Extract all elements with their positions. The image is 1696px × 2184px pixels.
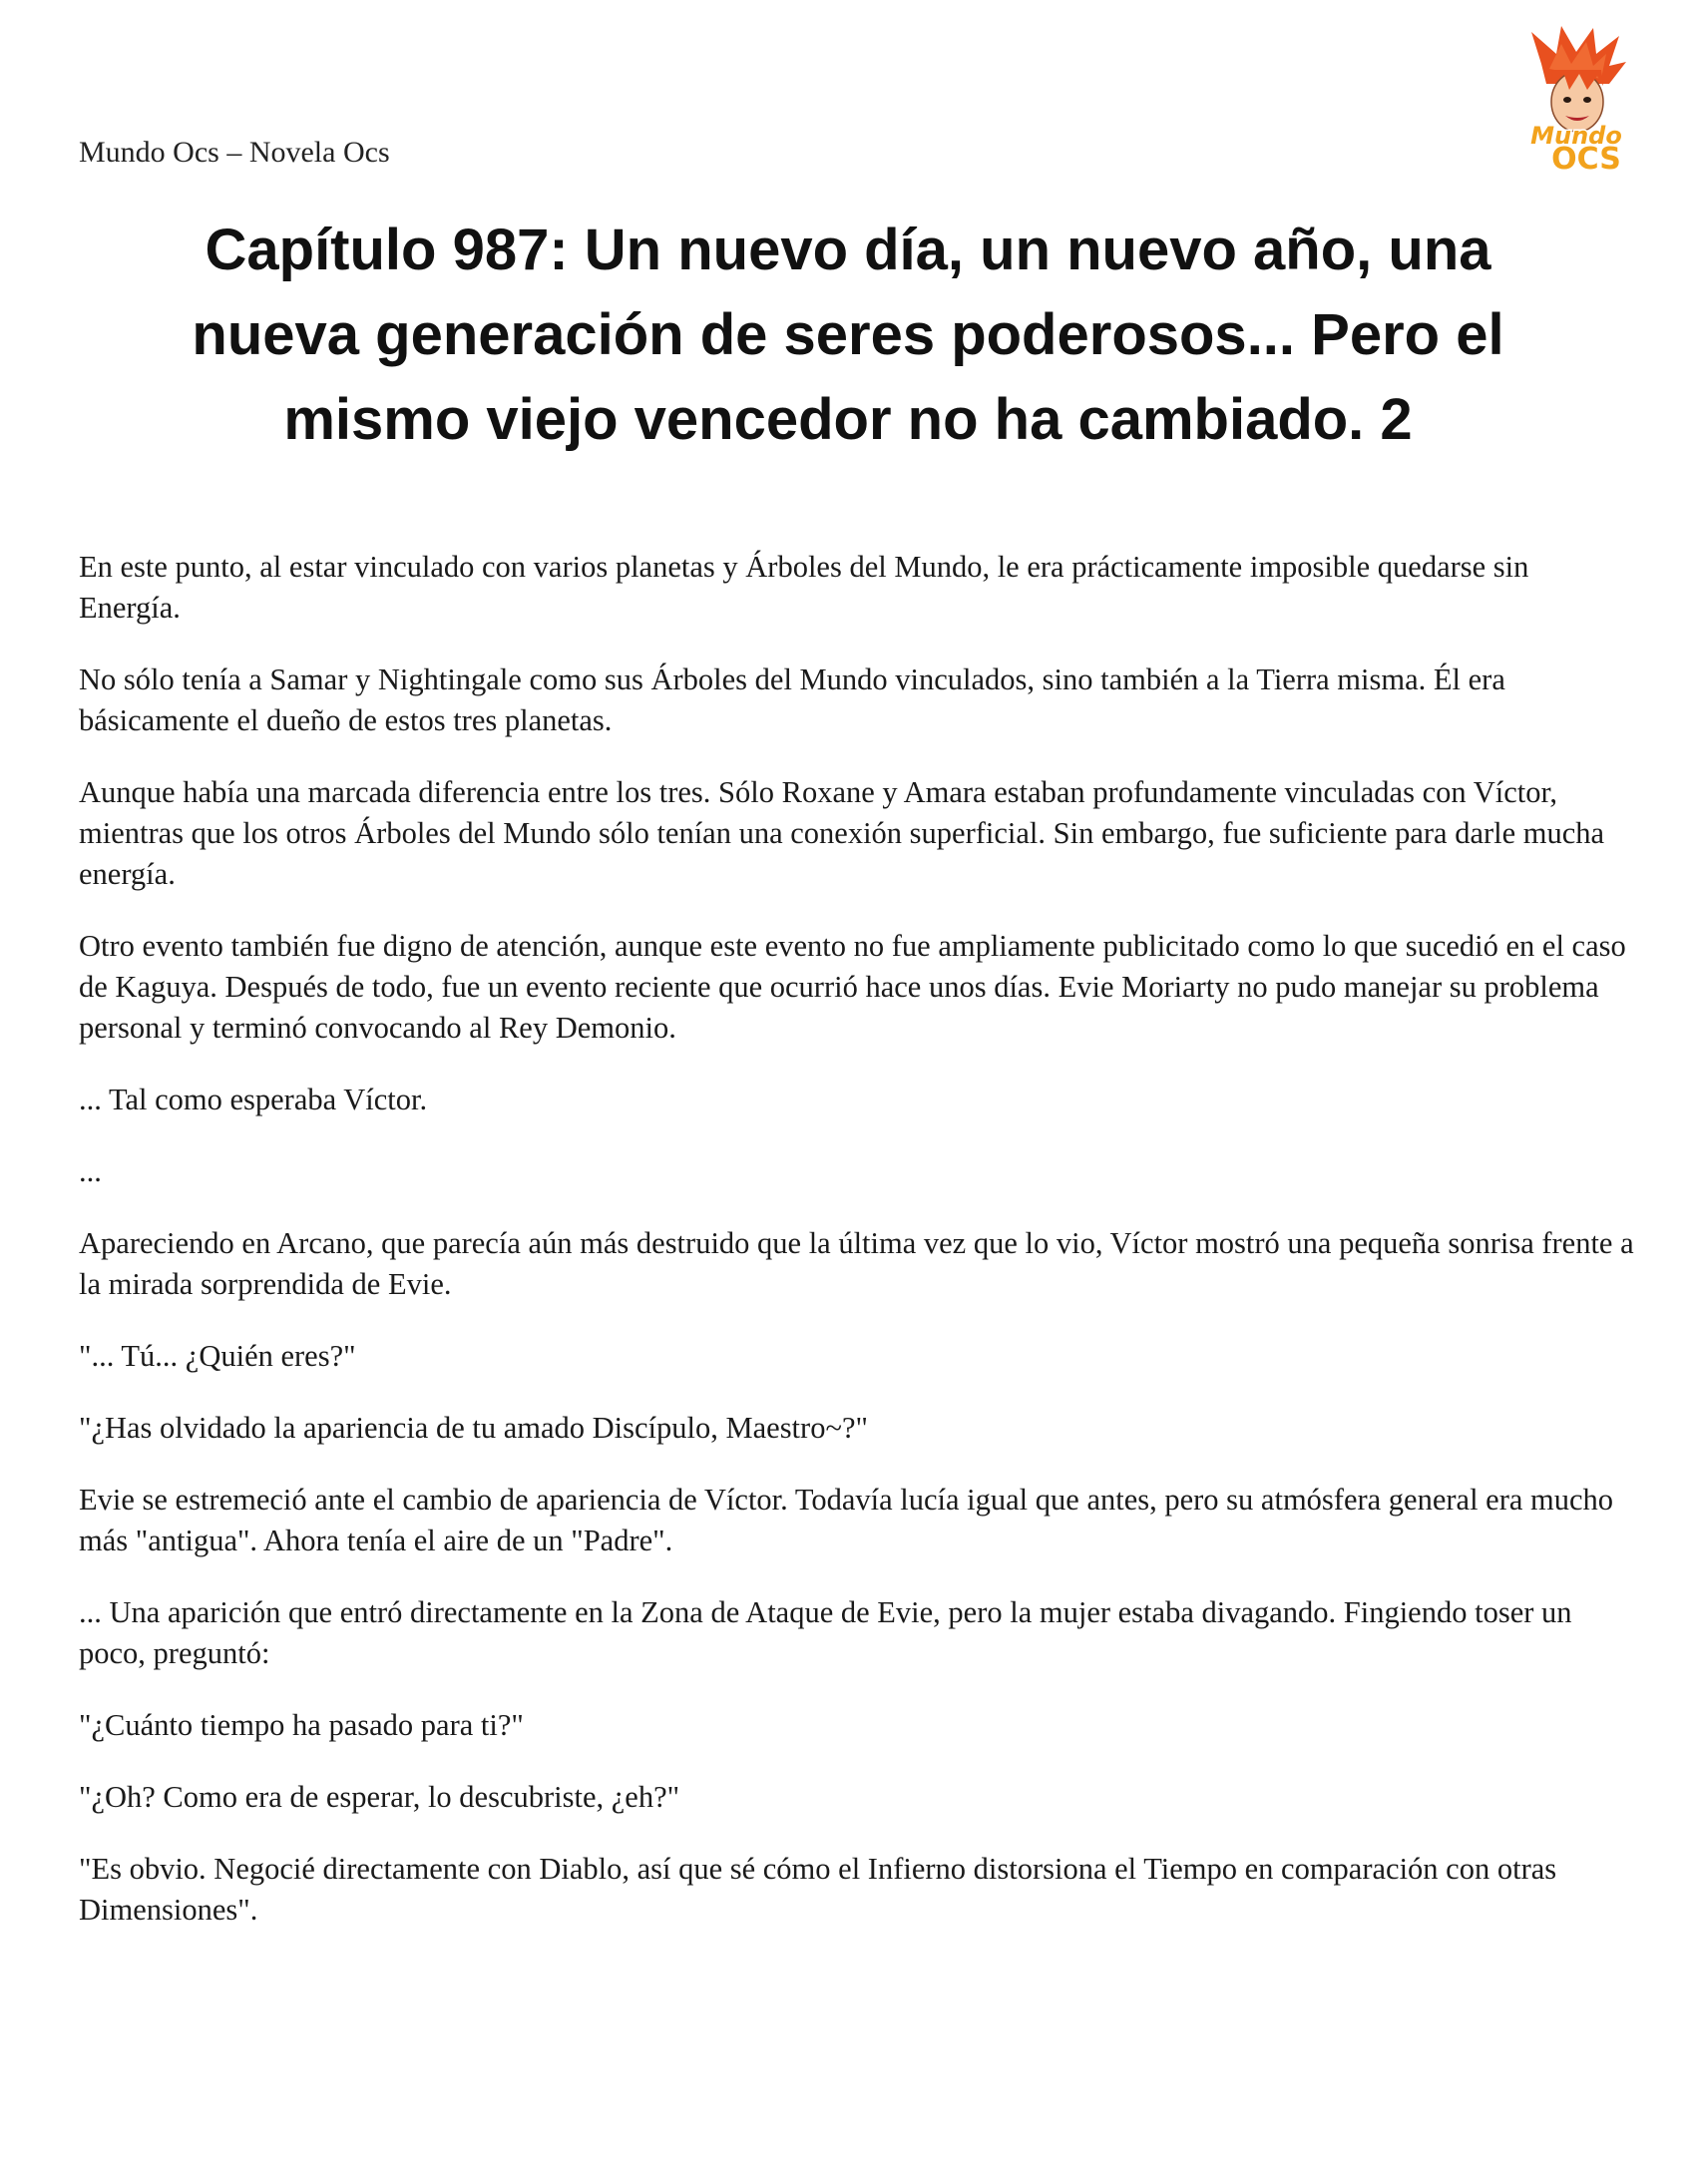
paragraph: ... Tal como esperaba Víctor. [79, 1083, 428, 1116]
chapter-title-line-2: nueva generación de seres poderosos... Pero el [192, 302, 1504, 367]
paragraph: "¿Oh? Como era de esperar, lo descubriste, ¿eh?" [79, 1780, 680, 1814]
paragraph: ... [79, 1154, 102, 1188]
site-header-label: Mundo Ocs – Novela Ocs [79, 136, 390, 169]
mundo-ocs-logo [1501, 24, 1651, 174]
paragraph: "Es obvio. Negocié directamente con Diablo, así que sé cómo el Infierno distorsiona el Tiempo en comparación con otras Dimensiones". [79, 1852, 1557, 1927]
paragraph: No sólo tenía a Samar y Nightingale como sus Árboles del Mundo vinculados, sino también a la Tierra misma. Él era básicamente el dueño de estos tres planetas. [79, 662, 1505, 737]
paragraph: Otro evento también fue digno de atención, aunque este evento no fue ampliamente publicitado como lo que sucedió en el caso de Kaguya. Después de todo, fue un evento reciente que ocurrió hace unos días. Evie Moriarty no pudo manejar su problema personal y terminó convocando al Rey Demonio. [79, 929, 1626, 1045]
paragraph: "¿Cuánto tiempo ha pasado para ti?" [79, 1708, 524, 1742]
paragraph: Aunque había una marcada diferencia entre los tres. Sólo Roxane y Amara estaban profundamente vinculadas con Víctor, mientras que los otros Árboles del Mundo sólo tenían una conexión superficial. Sin embargo, fue suficiente para darle mucha energía. [79, 775, 1605, 891]
paragraph: En este punto, al estar vinculado con varios planetas y Árboles del Mundo, le era prácticamente imposible quedarse sin Energía. [79, 550, 1529, 625]
chapter-body [79, 547, 1635, 1962]
paragraph: Apareciendo en Arcano, que parecía aún más destruido que la última vez que lo vio, Víctor mostró una pequeña sonrisa frente a la mirada sorprendida de Evie. [79, 1226, 1634, 1301]
chapter-title-line-3: mismo viejo vencedor no ha cambiado. 2 [283, 387, 1413, 452]
logo-wordmark [1530, 122, 1622, 174]
chapter-title [110, 208, 1586, 462]
logo-text-top: Mundo [1530, 122, 1622, 150]
paragraph: Evie se estremeció ante el cambio de apariencia de Víctor. Todavía lucía igual que antes, pero su atmósfera general era mucho más "antigua". Ahora tenía el aire de un "Padre". [79, 1483, 1614, 1557]
paragraph: "¿Has olvidado la apariencia de tu amado Discípulo, Maestro~?" [79, 1411, 868, 1445]
chapter-title-line-1: Capítulo 987: Un nuevo día, un nuevo año, una [205, 218, 1491, 282]
logo-text-bottom: OCS [1551, 142, 1621, 174]
paragraph: "... Tú... ¿Quién eres?" [79, 1339, 356, 1373]
paragraph: ... Una aparición que entró directamente en la Zona de Ataque de Evie, pero la mujer estaba divagando. Fingiendo toser un poco, preguntó: [79, 1595, 1572, 1670]
